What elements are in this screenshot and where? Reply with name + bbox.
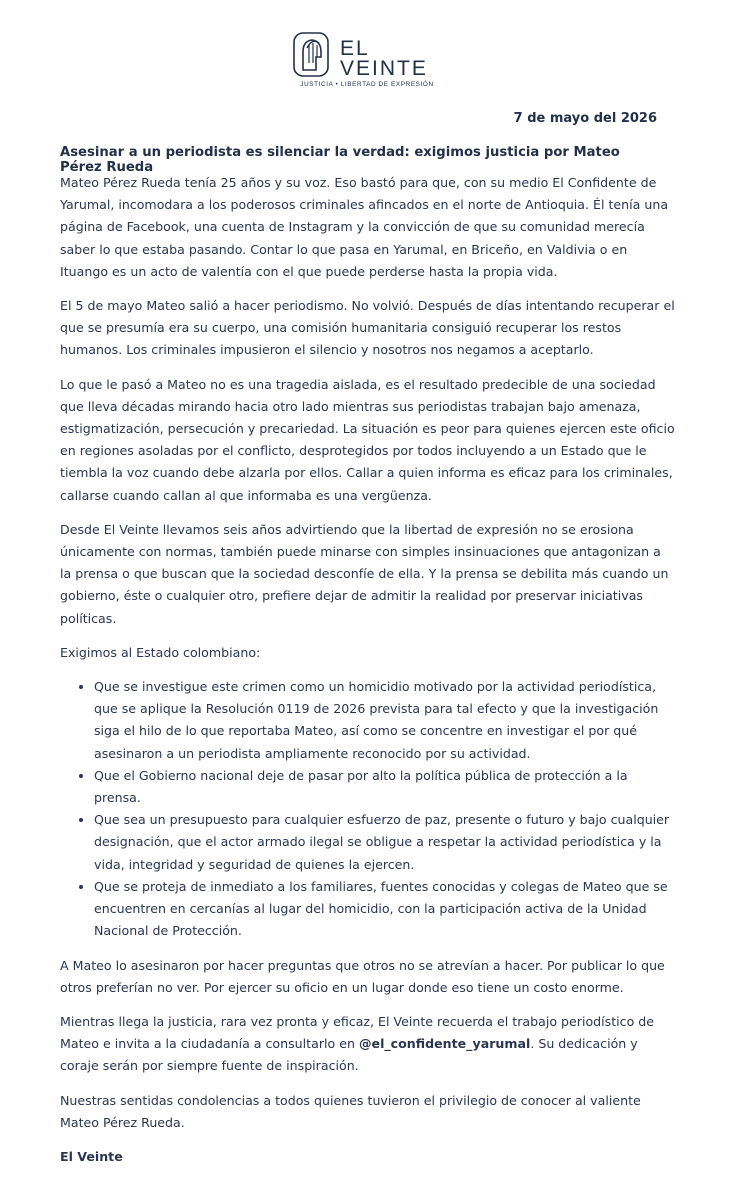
demand-item: • Que el Gobierno nacional deje de pasar por alto la política pública de protección a la prensa. <box>94 765 675 809</box>
demand-item: • Que se investigue este crimen como un homicidio motivado por la actividad periodística, que se aplique la Resolución 0119 de 2026 prevista para tal efecto y que la investigación siga el hilo de lo que reportaba Mateo, así como se concentre en investigar el por qué asesinaron a un periodista ampliamente reconocido por su actividad. <box>94 676 675 765</box>
paragraph: Desde El Veinte llevamos seis años advirtiendo que la libertad de expresión no se erosiona únicamente con normas, también puede minarse con simples insinuaciones que antagonizan a la prensa o que buscan que la sociedad desconfíe de ella. Y la prensa se debilita más cuando un gobierno, éste o cualquier otro, prefiere dejar de admitir la realidad por preservar iniciativas políticas. <box>60 521 669 626</box>
paragraph: Nuestras sentidas condolencias a todos quienes tuvieron el privilegio de conocer al valiente Mateo Pérez Rueda. <box>60 1092 641 1130</box>
statement-body <box>60 172 675 1180</box>
demand-item: • Que se proteja de inmediato a los familiares, fuentes conocidas y colegas de Mateo que se encuentren en cercanías al lugar del homicidio, con la participación activa de la Unidad Nacional de Protección. <box>94 876 675 943</box>
paragraph: Mateo Pérez Rueda tenía 25 años y su voz. Eso bastó para que, con su medio El Confidente de Yarumal, incomodara a los poderosos criminales afincados en el norte de Antioquia. Él tenía una página de Facebook, una cuenta de Instagram y la convicción de que su comunidad merecía saber lo que estaba pasando. Contar lo que pasa en Yarumal, en Briceño, en Valdivia o en Ituango es un acto de valentía con el que puede perderse hasta la propia vida. <box>60 175 669 279</box>
statement-headline: Asesinar a un periodista es silenciar la verdad: exigimos justicia por Mateo Pérez Rueda <box>60 145 620 175</box>
logo-word-el: EL <box>340 37 370 60</box>
paragraph: A Mateo lo asesinaron por hacer preguntas que otros no se atrevían a hacer. Por publicar lo que otros preferían no ver. Por ejercer su oficio en un lugar donde eso tiene un costo enorme. <box>60 957 665 995</box>
logo-word-veinte: VEINTE <box>340 57 428 80</box>
signature: El Veinte <box>60 1148 123 1164</box>
el-veinte-logo <box>292 30 442 92</box>
paragraph: Lo que le pasó a Mateo no es una tragedia aislada, es el resultado predecible de una sociedad que lleva décadas mirando hacia otro lado mientras sus periodistas trabajan bajo amenaza, estigmatización, persecución y precariedad. La situación es peor para quienes ejercen este oficio en regiones asoladas por el conflicto, desprotegidos por todos incluyendo a un Estado que le tiembla la voz cuando debe alzarla por ellos. Callar a quien informa es eficaz para los criminales, callarse cuando callan al que informaba es una vergüenza. <box>60 376 675 503</box>
instagram-handle: @el_confidente_yarumal <box>358 1036 531 1052</box>
logo-tagline: JUSTICIA • LIBERTAD DE EXPRESIÓN <box>300 81 434 88</box>
demand-item: • Que sea un presupuesto para cualquier esfuerzo de paz, presente o futuro y bajo cualquier designación, que el actor armado ilegal se obligue a respetar la actividad periodística y la vida, integridad y seguridad de quienes la ejercen. <box>94 809 675 876</box>
helmet-emblem-icon <box>292 30 334 78</box>
demands-intro: Exigimos al Estado colombiano: <box>60 644 261 660</box>
statement-date: 7 de mayo del 2026 <box>513 111 657 126</box>
text-after-handle: . Su dedicación y coraje serán por siempre fuente de inspiración. <box>60 1036 638 1074</box>
demands-list <box>60 676 675 942</box>
paragraph: El 5 de mayo Mateo salió a hacer periodismo. No volvió. Después de días intentando recuperar el que se presumía era su cuerpo, una comisión humanitaria consiguió recuperar los restos humanos. Los criminales impusieron el silencio y nosotros nos negamos a aceptarlo. <box>60 298 675 358</box>
paragraph-with-handle <box>60 1011 675 1078</box>
text-before-handle: Mientras llega la justicia, rara vez pronta y eficaz, El Veinte recuerda el trabajo periodístico de Mateo e invita a la ciudadanía a consultarlo en <box>60 1013 655 1052</box>
